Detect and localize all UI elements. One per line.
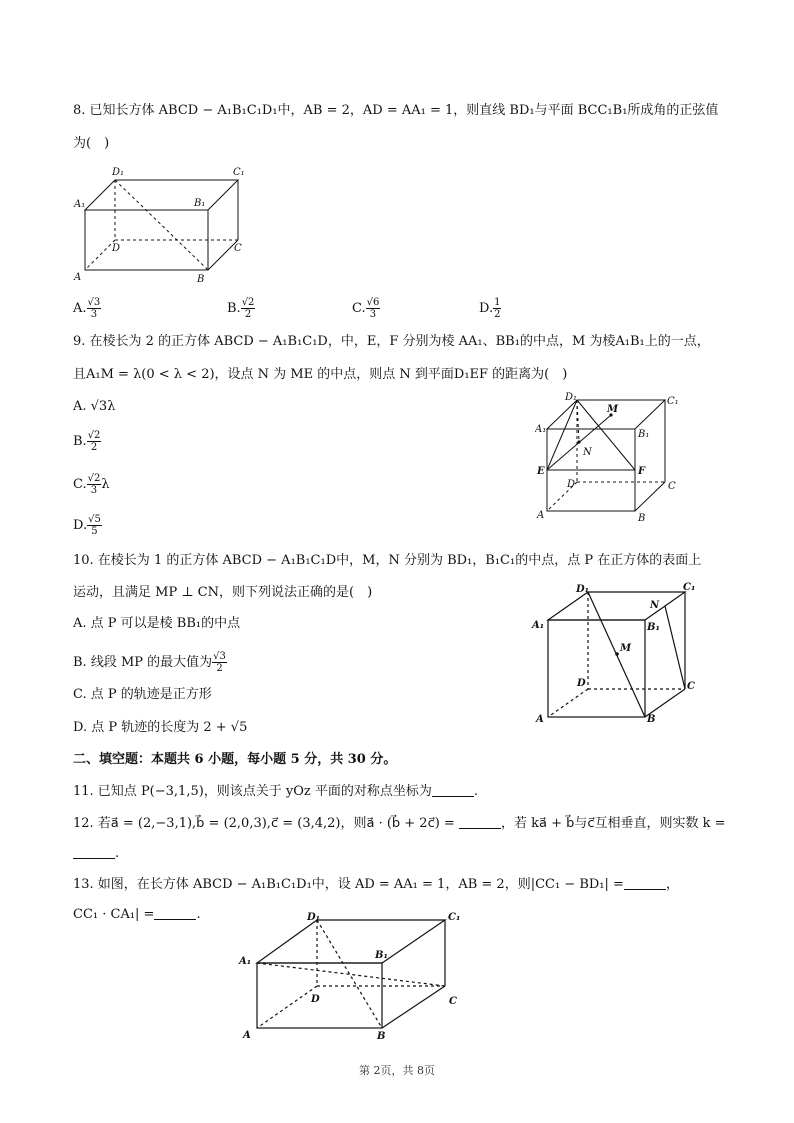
q8-figure bbox=[70, 160, 260, 285]
q10-label-a1: A₁ bbox=[532, 620, 545, 631]
q9-label-m: M bbox=[607, 404, 619, 415]
q10-option-b: B. 线段 MP 的最大值为 $\frac{√3}{2}$ bbox=[73, 651, 226, 674]
q10-label-a: A bbox=[536, 714, 544, 725]
q9-label-n: N bbox=[583, 447, 592, 458]
q12-stem-line1: 12. 若a⃗ = (2,−3,1),b⃗ = (2,0,3),c⃗ = (3,4,2)，则a⃗ · (b⃗ + 2c⃗) = ，若 ka⃗ + b⃗与c⃗互相垂直，则实数 k = bbox=[73, 816, 726, 831]
q13-answer-blank-2[interactable] bbox=[154, 907, 196, 920]
q10-option-c: C. 点 P 的轨迹是正方形 bbox=[73, 687, 212, 702]
q9-stem-line1: 9. 在棱长为 2 的正方体 ABCD − A₁B₁C₁D，中，E，F 分别为棱 AA₁、BB₁的中点，M 为棱A₁B₁上的一点， bbox=[73, 334, 710, 349]
q9-label-b1: B₁ bbox=[638, 429, 650, 440]
q9-option-a: A. √3λ bbox=[73, 399, 116, 414]
q9-label-b: B bbox=[638, 513, 646, 524]
q13-figure bbox=[235, 908, 475, 1043]
q8-label-d: D bbox=[112, 243, 121, 254]
q8-label-c1: C₁ bbox=[233, 167, 245, 178]
q8-label-b1: B₁ bbox=[194, 198, 206, 209]
q8-stem-line1: 8. 已知长方体 ABCD − A₁B₁C₁D₁中，AB = 2，AD = AA₁ = 1，则直线 BD₁与平面 BCC₁B₁所成角的正弦值 bbox=[73, 103, 719, 118]
q11-stem: 11. 已知点 P(−3,1,5)，则该点关于 yOz 平面的对称点坐标为 . bbox=[73, 784, 479, 799]
q13-label-b1: B₁ bbox=[375, 950, 388, 961]
q9-option-b: B. $\frac{√2}{2}$ bbox=[73, 430, 101, 453]
q10-option-a: A. 点 P 可以是棱 BB₁的中点 bbox=[73, 616, 241, 631]
q9-label-a1: A₁ bbox=[535, 424, 547, 435]
q10-label-d: D bbox=[577, 678, 586, 689]
q9-label-f: F bbox=[638, 466, 646, 477]
q8-option-c: C. $\frac{√6}{3}$ bbox=[352, 297, 380, 320]
q13-label-d: D bbox=[311, 994, 320, 1005]
q8-options bbox=[73, 297, 501, 320]
q13-label-a1: A₁ bbox=[239, 956, 252, 967]
q9-label-a: A bbox=[537, 510, 545, 521]
section-heading: 二、填空题：本题共 6 小题，每小题 5 分，共 30 分。 bbox=[73, 752, 397, 767]
q13-label-b: B bbox=[377, 1031, 386, 1042]
q8-label-b: B bbox=[197, 274, 205, 285]
q12-answer-blank-1[interactable] bbox=[459, 816, 501, 829]
q9-option-c: C. $\frac{√2}{3}$ λ bbox=[73, 473, 110, 496]
q8-option-a: A. $\frac{√3}{3}$ bbox=[73, 297, 101, 320]
q9-label-c: C bbox=[668, 481, 676, 492]
q8-option-d: D. $\frac{1}{2}$ bbox=[479, 297, 501, 320]
q8-label-c: C bbox=[234, 243, 242, 254]
q10-option-d: D. 点 P 轨迹的长度为 2 + √5 bbox=[73, 720, 248, 735]
q13-stem-line1: 13. 如图，在长方体 ABCD − A₁B₁C₁D₁中，设 AD = AA₁ = 1，AB = 2，则|CC₁ − BD₁| = ， bbox=[73, 877, 679, 892]
q13-label-c: C bbox=[449, 996, 457, 1007]
q9-label-d1: D₁ bbox=[565, 392, 578, 403]
q10-label-n: N bbox=[650, 600, 660, 611]
q8-option-b: B. $\frac{√2}{2}$ bbox=[227, 297, 255, 320]
q10-figure bbox=[530, 578, 705, 726]
q10-label-c: C bbox=[687, 681, 695, 692]
q9-stem-line2: 且A₁M = λ(0 < λ < 2)，设点 N 为 ME 的中点，则点 N 到平面D₁EF 的距离为( ) bbox=[73, 367, 568, 382]
q13-label-d1: D₁ bbox=[307, 912, 321, 923]
q8-stem-line2: 为( ) bbox=[73, 136, 110, 151]
q10-label-b: B bbox=[647, 714, 656, 725]
q12-answer-blank-2[interactable] bbox=[73, 846, 115, 859]
q10-stem-line2: 运动，且满足 MP ⊥ CN，则下列说法正确的是( ) bbox=[73, 585, 373, 600]
q12-stem-line2: . bbox=[73, 845, 119, 863]
q9-figure bbox=[535, 392, 685, 524]
q13-stem-line2: CC₁ · CA₁| = . bbox=[73, 907, 201, 922]
q10-stem-line1: 10. 在棱长为 1 的正方体 ABCD − A₁B₁C₁D中，M，N 分别为 BD₁，B₁C₁的中点，点 P 在正方体的表面上 bbox=[73, 553, 702, 568]
q13-label-c1: C₁ bbox=[448, 912, 461, 923]
q13-answer-blank-1[interactable] bbox=[624, 877, 666, 890]
q8-label-a: A bbox=[74, 272, 82, 283]
q11-answer-blank[interactable] bbox=[432, 784, 474, 797]
q9-option-d: D. $\frac{√5}{5}$ bbox=[73, 514, 101, 537]
q8-label-a1: A₁ bbox=[74, 199, 86, 210]
q10-label-c1: C₁ bbox=[683, 582, 696, 593]
q9-label-c1: C₁ bbox=[667, 396, 679, 407]
q9-label-e: E bbox=[537, 466, 545, 477]
q10-label-d1: D₁ bbox=[576, 584, 590, 595]
q10-label-m: M bbox=[620, 643, 632, 654]
page-footer: 第 2页，共 8页 bbox=[359, 1064, 435, 1077]
q13-label-a: A bbox=[243, 1030, 251, 1041]
q9-label-d: D bbox=[567, 479, 576, 490]
q8-label-d1: D₁ bbox=[112, 167, 125, 178]
q10-label-b1: B₁ bbox=[647, 622, 660, 633]
